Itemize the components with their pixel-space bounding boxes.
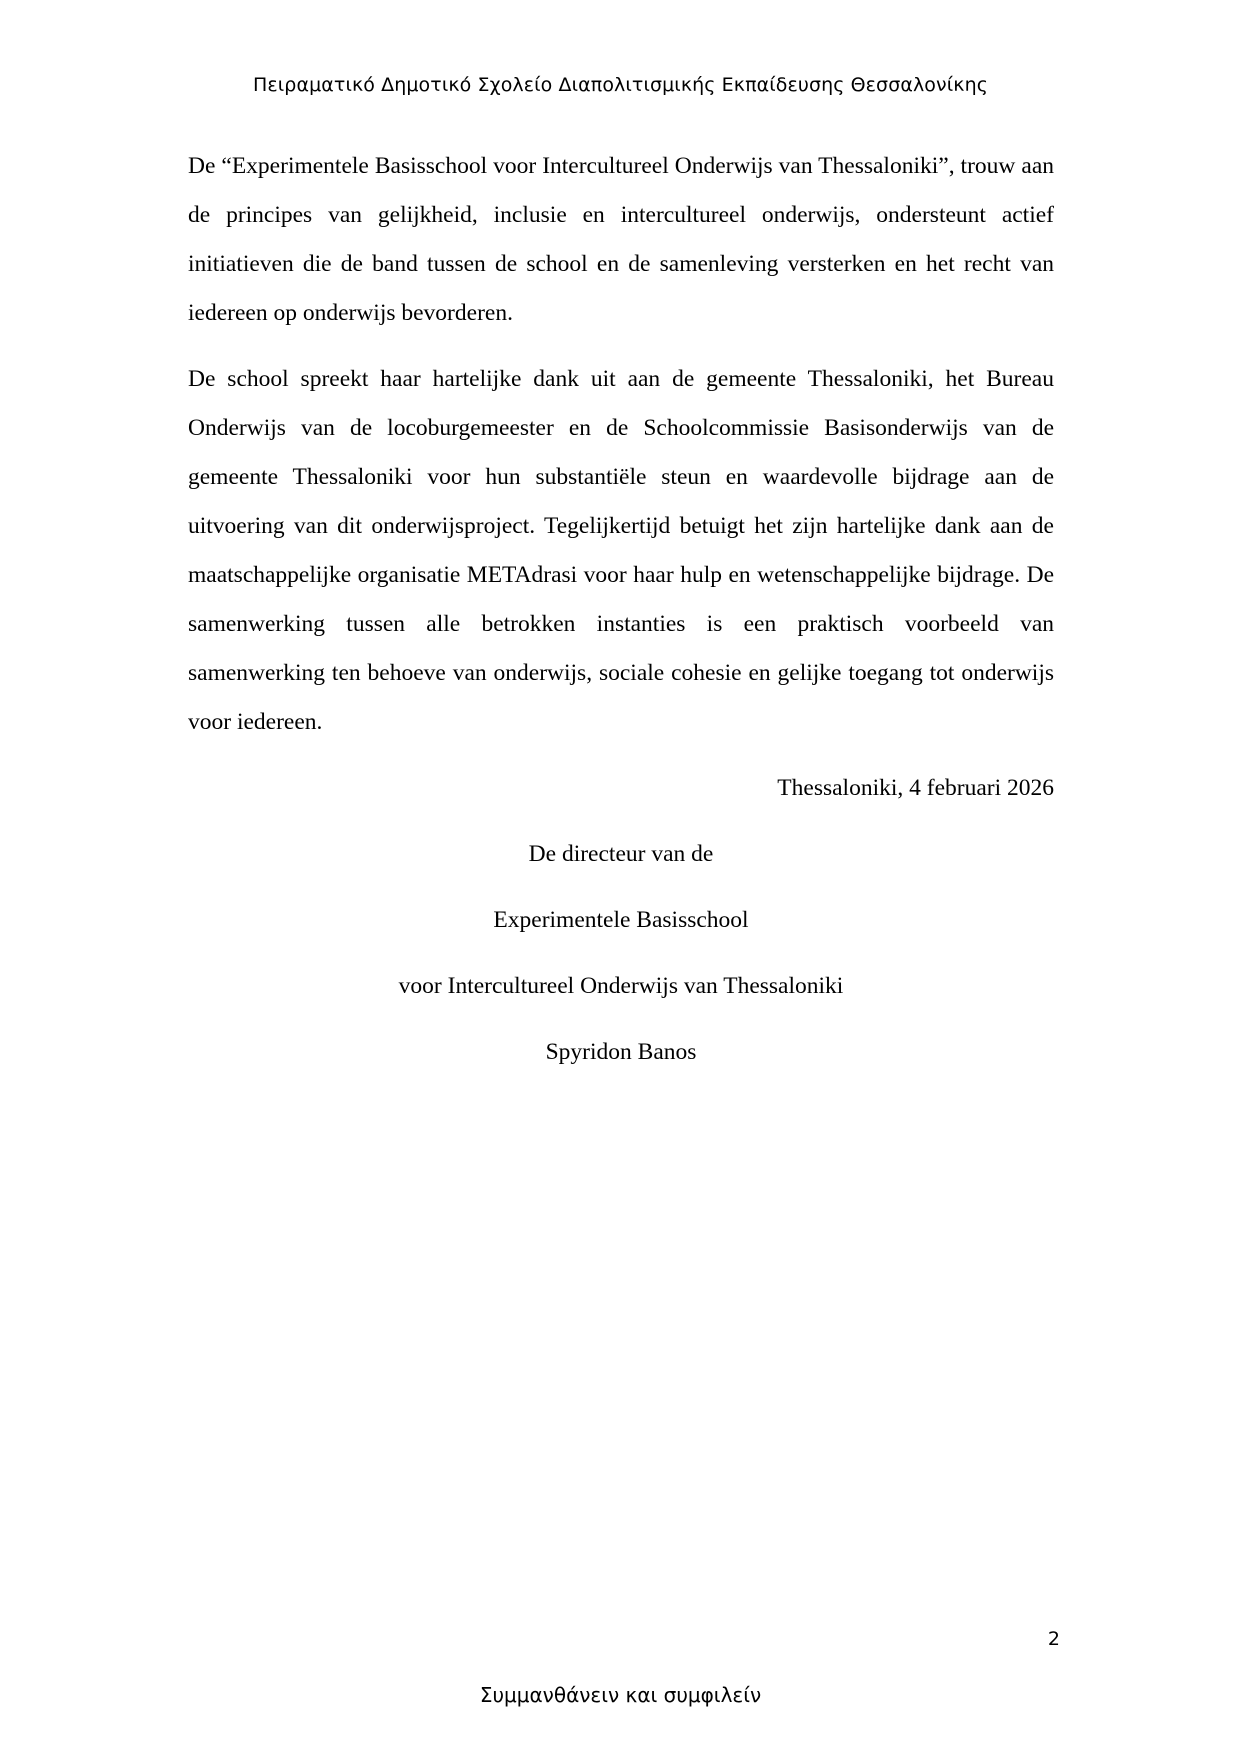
signature-school-detail-line: voor Intercultureel Onderwijs van Thessaloniki: [398, 973, 844, 999]
signature-school-line: Experimentele Basisschool: [493, 907, 749, 933]
signatory-name: Spyridon Banos: [545, 1039, 697, 1065]
page-footer: Συμμανθάνειν και συμφιλείν: [479, 1683, 762, 1707]
page-header: Πειραματικό Δημοτικό Σχολείο Διαπολιτισμικής Εκπαίδευσης Θεσσαλονίκης: [253, 74, 988, 96]
signature-title-line: De directeur van de: [528, 841, 714, 867]
page-number: 2: [1047, 1628, 1060, 1650]
document-body: [188, 142, 1054, 1094]
thanks-paragraph: De school spreekt haar hartelijke dank uit aan de gemeente Thessaloniki, het Bureau Onderwijs van de locoburgemeester en de Schoolcommissie Basisonderwijs van de gemeente Thessaloniki voor hun substantiële steun en waardevolle bijdrage aan de uitvoering van dit onderwijsproject. Tegelijkertijd betuigt het zijn hartelijke dank aan de maatschappelijke organisatie METAdrasi voor haar hulp en wetenschappelijke bijdrage. De samenwerking tussen alle betrokken instanties is een praktisch voorbeeld van samenwerking ten behoeve van onderwijs, sociale cohesie en gelijke toegang tot onderwijs voor iedereen.: [188, 366, 1054, 735]
date-line: Thessaloniki, 4 februari 2026: [777, 775, 1054, 801]
intro-paragraph: De “Experimentele Basisschool voor Intercultureel Onderwijs van Thessaloniki”, trouw aan de principes van gelijkheid, inclusie en intercultureel onderwijs, ondersteunt actief initiatieven die de band tussen de school en de samenleving versterken en het recht van iedereen op onderwijs bevorderen.: [188, 153, 1054, 326]
signature-block: [188, 830, 1054, 1077]
